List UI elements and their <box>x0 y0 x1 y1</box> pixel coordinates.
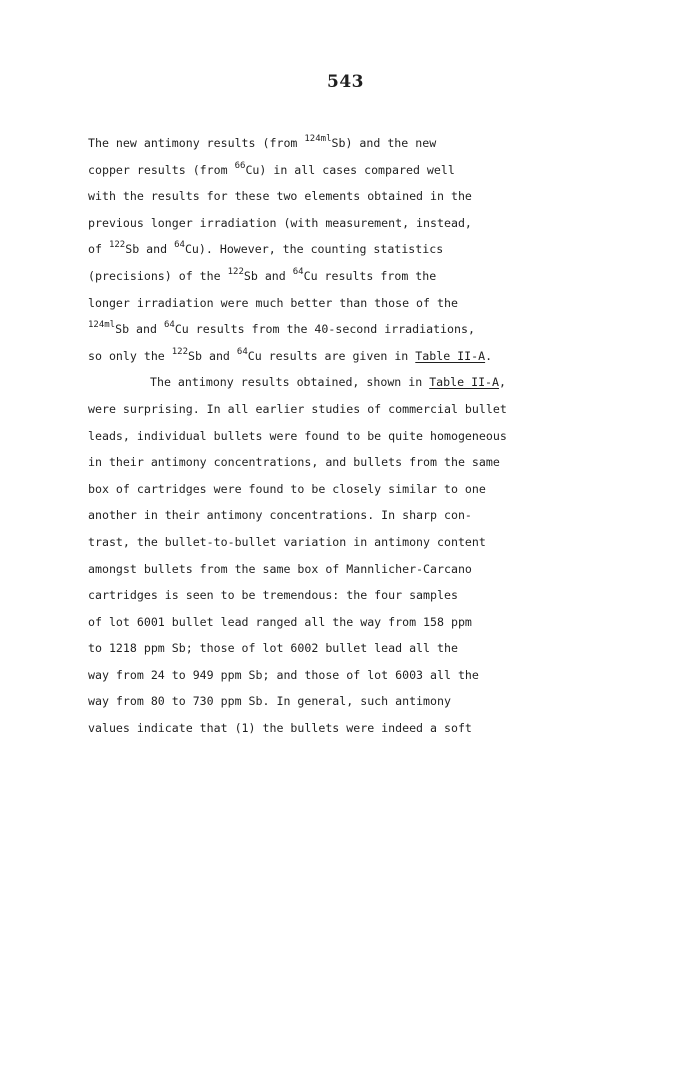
text-line: copper results (from $^{66}$Cu) in all cases compared well <box>88 160 455 177</box>
isotope-superscript: 64 <box>174 240 185 251</box>
text-line: The antimony results obtained, shown in Table II-A, <box>150 375 506 390</box>
isotope-superscript: 66 <box>234 160 246 171</box>
isotope-superscript: 122 <box>108 240 126 251</box>
text-line: previous longer irradiation (with measurement, instead, <box>88 215 472 230</box>
text-line: The new antimony results (from $^{124ml}$Sb) and the new <box>88 134 437 150</box>
text-line: in their antimony concentrations, and bullets from the same <box>88 455 500 470</box>
text-line: another in their antimony concentrations. In sharp con- <box>88 508 472 523</box>
text-line: so only the $^{122}$Sb and $^{64}$Cu results are given in Table II-A. <box>88 346 493 363</box>
table-reference: Table II-A <box>415 348 486 363</box>
isotope-superscript: 122 <box>171 346 189 357</box>
text-line: cartridges is seen to be tremendous: the four samples <box>88 588 458 603</box>
text-line: with the results for these two elements obtained in the <box>88 189 472 204</box>
table-reference: Table II-A <box>429 375 500 390</box>
text-line: leads, individual bullets were found to be quite homogeneous <box>88 428 507 443</box>
text-line: of $^{122}$Sb and $^{64}$Cu). However, the counting statistics <box>88 240 444 257</box>
body-text <box>88 130 668 742</box>
text-line: to 1218 ppm Sb; those of lot 6002 bullet lead all the <box>88 641 458 656</box>
text-line: of lot 6001 bullet lead ranged all the way from 158 ppm <box>88 614 472 629</box>
text-line: $^{124ml}$Sb and $^{64}$Cu results from the 40-second irradiations, <box>88 320 475 337</box>
isotope-superscript: 64 <box>163 320 175 331</box>
text-line: longer irradiation were much better than those of the <box>88 295 458 310</box>
isotope-superscript: 122 <box>227 266 244 277</box>
text-line: (precisions) of the $^{122}$Sb and $^{64}$Cu results from the <box>88 266 437 283</box>
text-line: box of cartridges were found to be closely similar to one <box>88 481 486 496</box>
text-line: values indicate that (1) the bullets were indeed a soft <box>88 721 472 736</box>
text-line: way from 80 to 730 ppm Sb. In general, such antimony <box>88 694 451 709</box>
isotope-superscript: 124ml <box>304 134 332 144</box>
text-line: amongst bullets from the same box of Mannlicher-Carcano <box>88 561 472 576</box>
text-line: trast, the bullet-to-bullet variation in antimony content <box>88 534 486 549</box>
isotope-superscript: 64 <box>292 266 304 277</box>
text-line: were surprising. In all earlier studies of commercial bullet <box>88 401 507 416</box>
text-line: way from 24 to 949 ppm Sb; and those of lot 6003 all the <box>88 667 479 682</box>
isotope-superscript: 124ml <box>88 320 116 331</box>
isotope-superscript: 64 <box>236 346 248 357</box>
page-number: 543 <box>327 72 364 92</box>
